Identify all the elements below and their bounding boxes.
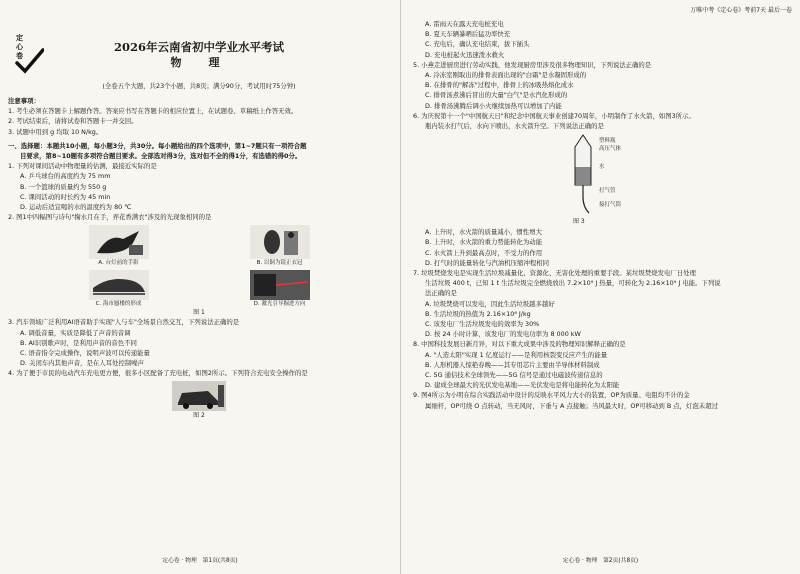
exam-title: 2026年云南省初中学业水平考试 [113,40,284,54]
page-2-footer: 定心卷 · 物理 第2页(共8页) [562,558,639,564]
fig3-label-pump: 接打气筒 [599,202,622,209]
figure-3 [413,131,792,227]
fig1-d [250,270,310,308]
q9-stem: 9. 图4所示为小明在综合实践活动中设计的反映水平风力大小的装置，OP为质量、电阻均不计的金 [413,391,690,400]
q4-option-c: C. 充电后，确认充电结束，拔下插头 [425,40,530,49]
q7-option-a: A. 垃圾焚烧可以发电，因此生活垃圾越多越好 [425,299,555,308]
svg-text:卷: 卷 [16,51,23,60]
hand-shadow-image [89,225,149,259]
q6-option-d: D. 打气时的能量转化与汽油机压缩冲程相同 [425,258,550,267]
q7-option-d: D. 按 24 小时计算，该发电厂的发电功率为 8 000 kW [425,330,581,339]
fig1-b [250,225,310,267]
fig3-label-gas: 高压气体 [599,146,622,153]
checkmark-stamp-icon [14,30,44,74]
q3-option-c: C. 语音指令完成操作，说明声波可以传递能量 [20,349,150,358]
q6-option-c: C. 水火箭上升到最高点时，不受力的作用 [425,248,543,257]
q8-option-a: A. "人造太阳"实现 1 亿度运行——是利用核裂变反应产生的能量 [425,350,608,359]
fig3-label-water: 水 [599,164,605,171]
q3-stem: 3. 汽车领域广泛利用AI语音助手实现"人与车"全场景自然交互，下列说法正确的是 [8,318,240,327]
q7-stem-cont-1: 生活垃圾 400 t，已知 1 t 生活垃圾完全燃烧放出 7.2×10⁹ J 热量，可转化为 2.16×10⁹ J 电能。下列说 [425,279,721,288]
figure-2 [8,381,390,411]
q1-stem: 1. 下列对课间活动中物理量的估测，最接近实际的是 [8,162,157,171]
fig1-c [89,270,149,308]
q3-option-a: A. 调低音量，实质是降低了声音的音调 [20,328,131,337]
q7-option-c: C. 该发电厂生活垃圾发电的效率为 30% [425,320,540,329]
note-2: 2. 考试结束后，请将试卷和答题卡一并交回。 [8,117,138,126]
fig1-a [89,225,149,267]
note-3: 3. 试题中用到 g 均取 10 N/kg。 [8,127,103,136]
q8-option-d: D. 建成全球最大的光伏发电基地——光伏发电是将电能转化为太阳能 [425,381,620,390]
q8-option-c: C. 5G 通信技术全球领先——5G 信号是通过电磁波传递信息的 [425,371,603,380]
exam-subject: 物 理 [170,56,228,69]
figure-2-caption: 图 2 [193,411,205,419]
charging-car-image [172,381,226,411]
figure-1-row-1 [8,225,390,267]
figure-3-caption: 图 3 [573,218,585,226]
q6-stem-cont: 瓶内装水打气后，水向下喷出，水火箭升空。下列说法正确的是 [425,122,604,131]
q5-option-d: D. 排骨汤沸腾后调小火继续加热可以增加了内能 [425,101,562,110]
fig3-label-pump-tube: 打气管 [599,188,616,195]
q6-option-b: B. 上升时，水火箭的重力势能转化为动能 [425,238,543,247]
q5-option-a: A. 冷冻室刚取出的排骨表面出现的"白霜"是水凝固形成的 [425,71,587,80]
section-1-heading: 一、选择题：本题共10小题，每小题3分，共30分。每小题给出的四个选项中，第1~7题只有一项符合题 [8,141,307,150]
q7-option-b: B. 生活垃圾的热值为 2.16×10⁶ J/kg [425,309,531,318]
q7-stem: 7. 垃圾焚烧发电是实现生活垃圾减量化、资源化、无害化处理的重要手段。某垃圾焚烧发电厂日处理 [413,269,696,278]
mirage-image [89,270,149,300]
q6-option-a: A. 上升时，水火箭的质量减小，惯性增大 [425,228,542,237]
figure-1-row-2 [8,270,390,308]
q4-option-d: D. 充电桩起火迅速泼水救火 [425,50,505,59]
laser-tunnel-image [250,270,310,300]
note-1: 1. 考生必须在答题卡上解题作答。答案应书写在答题卡的相应位置上，在试题卷、草稿纸上作答无效。 [8,107,298,116]
q2-stem: 2. 图1中四幅图与诗句"掬水月在手，弄花香满衣"涉及的光现象相同的是 [8,213,212,222]
q3-option-d: D. 关闭车内其他声音，是在人耳处控制噪声 [20,359,145,368]
exam-info: (全卷五个大题，共23个小题，共8页；满分90分，考试用时75分钟) [102,82,296,90]
q7-stem-cont-2: 法正确的是 [425,289,457,298]
water-rocket-icon [571,133,595,217]
fig3-label-bottle: 塑料瓶 [599,138,616,145]
fig1-d-caption: D. 激光引导掘进方向 [253,301,306,308]
svg-text:定: 定 [16,33,23,42]
q3-option-b: B. AI识别歌声时，是利用声音的音色不同 [20,338,137,347]
q1-option-c: C. 课间活动的时长约为 45 min [20,192,111,201]
notes-heading: 注意事项： [8,97,40,105]
page-1-footer: 定心卷 · 物理 第1页(共8页) [162,558,238,564]
series-header: 万唯中考《定心卷》考前7天 最后一卷 [690,7,792,14]
q1-option-b: B. 一个篮球的质量约为 550 g [20,182,107,191]
q5-stem: 5. 小燕走进厨房进行劳动实践，他发现厨房里涉及很多物理知识，下列说法正确的是 [413,60,652,69]
q4-option-b: B. 夏天车辆暴晒后猛功率快充 [425,30,511,39]
fig1-b-caption: B. 以铜为镜正衣冠 [256,260,303,267]
svg-text:心: 心 [16,42,23,51]
exam-page-2 [400,0,800,574]
q9-stem-cont: 属细杆，OP可绕 O 点转动，当无风时，下垂与 A 点接触；当风最大时，OP可移动到 B 点，灯泡未超过 [425,401,718,410]
q5-option-b: B. 在排骨的"解冻"过程中，排骨上的冰吸热熔化成水 [425,81,574,90]
q1-option-a: A. 乒乓球台的高度约为 75 mm [20,172,111,181]
section-1-heading-cont: 目要求，第8~10题有多项符合题目要求。全部选对得3分，选对但不全的得1分，有选错的得0分。 [20,152,302,161]
bronze-mirror-image [250,225,310,259]
q8-option-b: B. 人形机器人惊艳春晚——其专用芯片主要由半导体材料制成 [425,360,600,369]
fig1-c-caption: C. 海市蜃楼的形成 [95,301,142,308]
q8-stem: 8. 中国科技发展日新月异，对以下重大成果中涉及的物理知识解释正确的是 [413,340,626,349]
q4-stem: 4. 为了便于市民的电动汽车充电更方便，很多小区配备了充电桩，如图2所示。下列符合充电安全操作的是 [8,369,308,378]
q5-option-c: C. 排骨汤煮沸后冒出的大量"白气"是水汽化形成的 [425,91,568,100]
q6-stem: 6. 为庆祝第十一个"中国航天日"和纪念中国航天事业创建70周年，小明制作了水火箭，如图3所示。 [413,111,695,120]
figure-1-caption: 图 1 [193,309,205,317]
q1-option-d: D. 运动后适宜喝的水的温度约为 80 ℃ [20,203,132,212]
fig1-a-caption: A. 台灯前的手影 [98,260,139,267]
q4-option-a: A. 雷雨天在露天充电桩充电 [425,20,504,28]
